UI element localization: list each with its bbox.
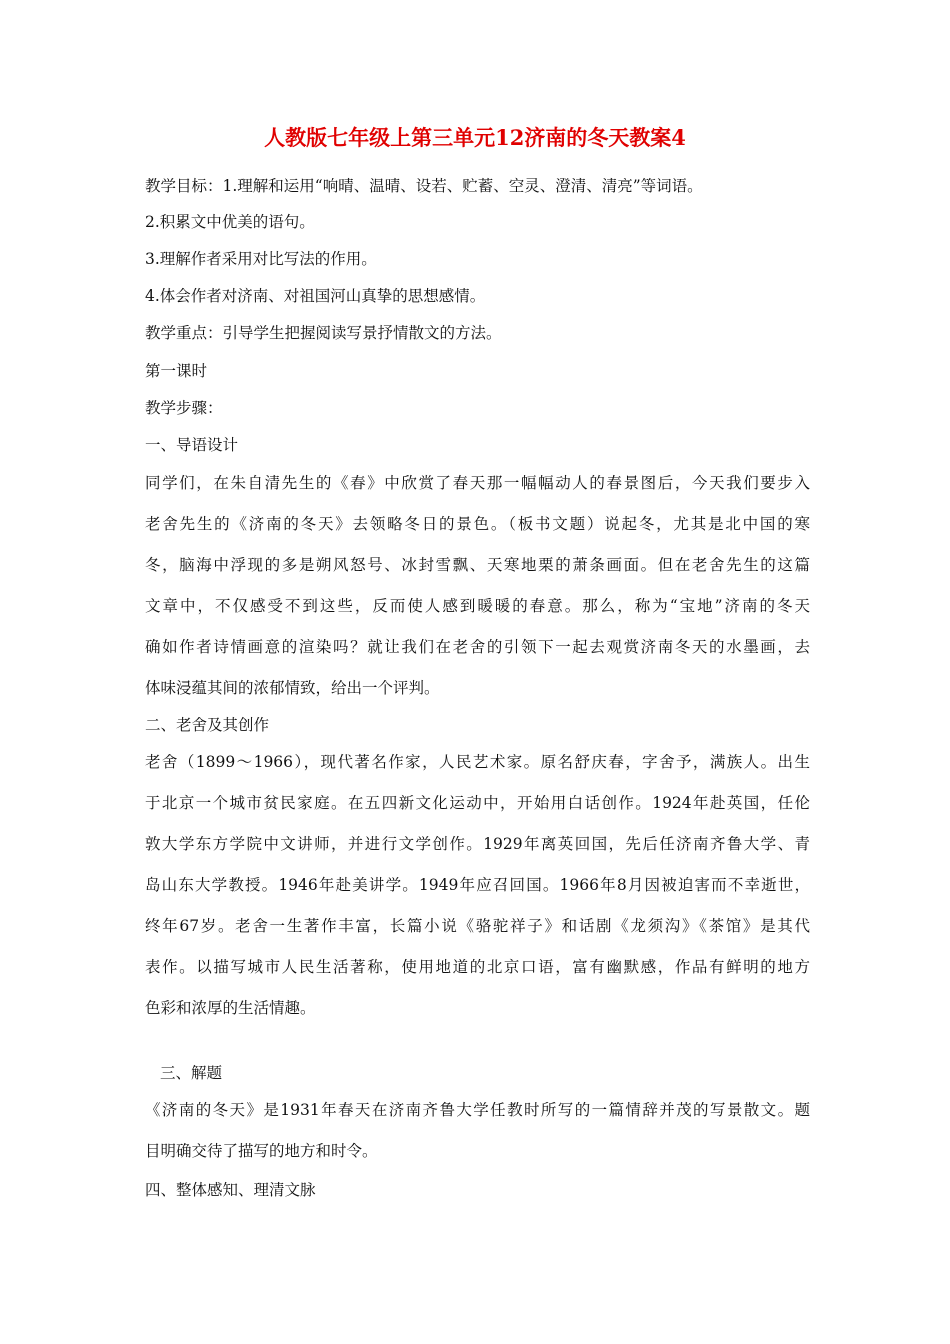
section-heading: 三、解题 — [160, 1064, 223, 1082]
paragraph-line: 3.理解作者采用对比写法的作用。 — [145, 250, 377, 268]
paragraph-line: 体味浸蕴其间的浓郁情致，给出一个评判。 — [145, 679, 440, 697]
paragraph-line: 表作。以描写城市人民生活著称，使用地道的北京口语，富有幽默感，作品有鲜明的地方 — [145, 958, 810, 976]
paragraph-line: 教学目标：1.理解和运用“响晴、温晴、设若、贮蓄、空灵、澄清、清亮”等词语。 — [145, 177, 703, 195]
document-title: 人教版七年级上第三单元12济南的冬天教案4 — [264, 125, 686, 150]
paragraph-line: 老舍先生的《济南的冬天》去领略冬日的景色。（板书文题）说起冬，尤其是北中国的寒 — [145, 515, 810, 533]
paragraph-line: 同学们，在朱自清先生的《春》中欣赏了春天那一幅幅动人的春景图后，今天我们要步入 — [145, 474, 810, 492]
paragraph-line: 教学重点：引导学生把握阅读写景抒情散文的方法。 — [145, 324, 502, 342]
section-heading: 四、整体感知、理清文脉 — [145, 1181, 316, 1199]
section-heading: 第一课时 — [145, 362, 208, 380]
section-heading: 一、导语设计 — [145, 436, 239, 454]
section-heading: 二、老舍及其创作 — [145, 716, 270, 734]
paragraph-line: 4.体会作者对济南、对祖国河山真挚的思想感情。 — [145, 287, 486, 305]
paragraph-line: 2.积累文中优美的语句。 — [145, 213, 315, 231]
paragraph-line: 老舍（1899～1966），现代著名作家，人民艺术家。原名舒庆春，字舍予，满族人。出生 — [145, 753, 810, 771]
paragraph-line: 敦大学东方学院中文讲师，并进行文学创作。1929年离英回国，先后任济南齐鲁大学、青 — [145, 835, 810, 853]
paragraph-line: 冬，脑海中浮现的多是朔风怒号、冰封雪飘、天寒地栗的萧条画面。但在老舍先生的这篇 — [145, 556, 810, 574]
paragraph-line: 于北京一个城市贫民家庭。在五四新文化运动中，开始用白话创作。1924年赴英国，任伦 — [145, 794, 810, 812]
paragraph-line: 终年67岁。老舍一生著作丰富，长篇小说《骆驼祥子》和话剧《龙须沟》《茶馆》是其代 — [145, 917, 810, 935]
paragraph-line: 文章中，不仅感受不到这些，反而使人感到暖暖的春意。那么，称为“宝地”济南的冬天 — [145, 597, 810, 615]
paragraph-line: 岛山东大学教授。1946年赴美讲学。1949年应召回国。1966年8月因被迫害而不幸逝世， — [145, 876, 810, 894]
section-heading: 教学步骤： — [145, 399, 223, 417]
paragraph-line: 目明确交待了描写的地方和时令。 — [145, 1142, 378, 1160]
paragraph-line: 《济南的冬天》是1931年春天在济南齐鲁大学任教时所写的一篇情辞并茂的写景散文。题 — [145, 1101, 810, 1119]
paragraph-line: 色彩和浓厚的生活情趣。 — [145, 999, 316, 1017]
paragraph-line: 确如作者诗情画意的渲染吗？就让我们在老舍的引领下一起去观赏济南冬天的水墨画，去 — [145, 638, 810, 656]
